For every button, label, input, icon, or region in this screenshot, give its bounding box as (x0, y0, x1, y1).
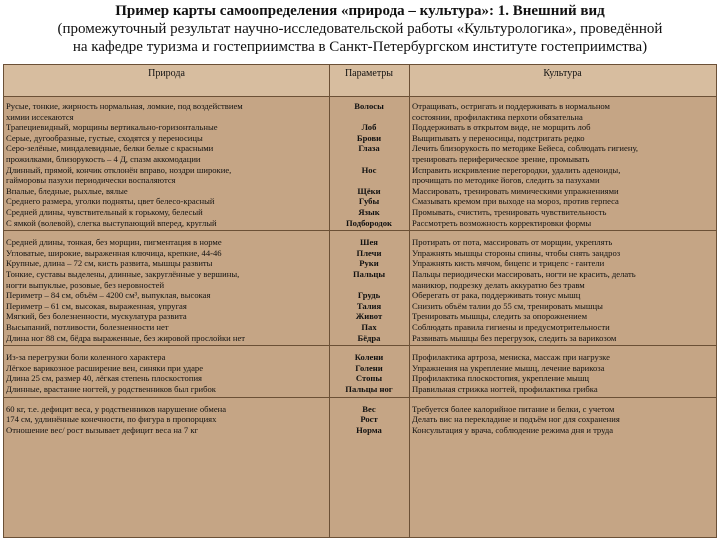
culture-cell (412, 425, 714, 436)
nature-cell (6, 363, 326, 374)
nature-text: Периметр – 61 см, высокая, выраженная, упругая (6, 300, 187, 311)
table-row (4, 414, 716, 425)
self-determination-table (3, 64, 717, 538)
table-row (4, 218, 716, 229)
culture-text: Смазывать кремом при выходе на мороз, против герпеса (412, 196, 619, 207)
table-row (4, 333, 716, 344)
table-header (4, 65, 716, 97)
culture-text: состоянии, профилактика перхоти обязательна (412, 111, 583, 122)
nature-text: гайморовы пазухи периодически воспаляются (6, 175, 176, 186)
culture-cell (412, 311, 714, 322)
nature-text: Средней длины, чувствительный к горькому, белесый (6, 207, 203, 217)
culture-text: Профилактика плоскостопия, укрепление мышц (412, 373, 590, 384)
culture-text: Упражнять мышцы стороны спины, чтобы снять зандроз (412, 247, 621, 258)
nature-text: прожилками, близорукость – 4 Д, спазм аккомодации (6, 153, 201, 164)
culture-cell (412, 352, 714, 363)
parameter-cell: Лоб (361, 122, 377, 133)
nature-text: Мягкий, без болезненности, мускулатура развита (6, 311, 187, 322)
parameter-cell: Волосы (354, 101, 384, 111)
nature-text: 174 см, удлинённые конечности, по фигура в пропорциях (6, 414, 217, 425)
culture-text: Рассмотреть возможность корректировки формы (412, 217, 592, 228)
culture-text: Массировать, тренировать мимическими упражнениями (412, 185, 619, 196)
table-row (4, 133, 716, 144)
culture-cell (412, 301, 714, 312)
parameter-cell: Плечи (356, 247, 382, 258)
table-row (4, 269, 716, 290)
nature-cell (6, 384, 326, 395)
parameter-cell: Норма (356, 424, 382, 435)
parameter-cell: Голени (355, 362, 383, 373)
nature-cell (6, 101, 326, 122)
nature-cell (6, 290, 326, 301)
nature-cell (6, 122, 326, 133)
nature-text: Впалые, бледные, рыхлые, вялые (6, 185, 128, 196)
nature-cell (6, 258, 326, 269)
table-row (4, 165, 716, 186)
nature-cell (6, 143, 326, 164)
nature-cell (6, 133, 326, 144)
culture-cell (412, 186, 714, 197)
culture-cell (412, 269, 714, 290)
culture-text: Промывать, счистить, тренировать чувствительность (412, 207, 607, 217)
nature-cell (6, 311, 326, 322)
culture-text: маникюр, подрезку делать аккуратно без травм (412, 279, 585, 290)
nature-text: Серые, дугообразные, густые, сходятся у переносицы (6, 132, 203, 143)
table-row (4, 186, 716, 197)
parameter-cell: Руки (359, 258, 379, 269)
table-row (4, 311, 716, 322)
nature-text: Угловатые, широкие, выраженная ключица, крепкие, 44-46 (6, 247, 222, 258)
culture-cell (412, 384, 714, 395)
table-row (4, 425, 716, 436)
nature-text: Из-за перегрузки боли коленного характера (6, 352, 166, 363)
culture-cell (412, 196, 714, 207)
group-divider (4, 230, 716, 231)
culture-text: Протирать от пота, массировать от морщин, укреплять (412, 237, 613, 248)
nature-cell (6, 218, 326, 229)
culture-text: Лечить близорукость по методике Бейеса, соблюдать гигиену, (412, 143, 639, 154)
culture-cell (412, 373, 714, 384)
nature-text: Русые, тонкие, жирность нормальная, ломкие, под воздействием (6, 101, 243, 111)
nature-text: Высыпаний, потливости, болезненности нет (6, 322, 169, 332)
culture-cell (412, 290, 714, 301)
culture-cell (412, 248, 714, 259)
parameter-cell: Шея (360, 237, 378, 248)
nature-cell (6, 196, 326, 207)
culture-cell (412, 218, 714, 229)
nature-text: химии иссекаются (6, 111, 74, 122)
culture-cell (412, 133, 714, 144)
culture-cell (412, 122, 714, 133)
nature-text: Длинный, прямой, кончик отклонён вправо, ноздри широкие, (6, 164, 232, 175)
nature-text: 60 кг, т.е. дефицит веса, у родственников нарушение обмена (6, 403, 227, 414)
nature-text: Длина 25 см, размер 40, лёгкая степень плоскостопия (6, 373, 202, 384)
table-row (4, 363, 716, 374)
nature-text: Длинные, врастание ногтей, у родственников был грибок (6, 384, 216, 394)
parameter-cell: Щёки (357, 185, 381, 196)
table-row (4, 143, 716, 164)
culture-cell (412, 404, 714, 415)
slide-title (0, 2, 720, 56)
nature-cell (6, 186, 326, 197)
parameter-cell: Глаза (358, 143, 380, 154)
table-row (4, 322, 716, 333)
parameter-cell: Язык (358, 207, 380, 217)
nature-text: ногти выпуклые, розовые, без неровностей (6, 279, 165, 290)
culture-text: Оберегать от рака, поддерживать тонус мышц (412, 290, 581, 301)
culture-text: Делать вис на перекладине и подъём ног для сохранения (412, 414, 620, 425)
culture-text: прочищать по методике йогов, следить за пазухами (412, 175, 600, 186)
culture-text: тренировать периферическое зрение, промывать (412, 153, 590, 164)
group-divider (4, 345, 716, 346)
culture-text: Консультация у врача, соблюдение режима дня и труда (412, 424, 614, 435)
nature-text: Среднего размера, уголки подняты, цвет белесо-красный (6, 196, 215, 207)
nature-cell (6, 269, 326, 290)
culture-cell (412, 101, 714, 122)
nature-cell (6, 165, 326, 186)
culture-text: Развивать мышцы без перегрузок, следить за варикозом (412, 332, 617, 343)
nature-text: Периметр – 84 см, объём – 4200 см³, выпуклая, высокая (6, 290, 211, 301)
culture-text: Требуется более калорийное питание и белки, с учетом (412, 403, 615, 414)
table-row (4, 384, 716, 395)
nature-cell (6, 237, 326, 248)
parameter-cell: Брови (356, 132, 382, 143)
nature-cell (6, 333, 326, 344)
header-params: Параметры (344, 68, 394, 79)
table-row (4, 258, 716, 269)
parameter-cell: Живот (355, 311, 383, 322)
culture-cell (412, 258, 714, 269)
header-nature: Природа (148, 68, 185, 79)
parameter-cell: Пальцы (352, 269, 386, 279)
parameter-cell: Грудь (357, 290, 381, 301)
culture-text: Правильная стрижка ногтей, профилактика грибка (412, 384, 598, 394)
parameter-cell: Вес (362, 403, 376, 414)
table-row (4, 290, 716, 301)
nature-cell (6, 207, 326, 218)
nature-cell (6, 425, 326, 436)
culture-text: Поддерживать в открытом виде, не морщить лоб (412, 122, 591, 133)
header-culture: Культура (543, 68, 582, 79)
nature-text: С ямкой (волевой), слегка выступающий вперед, круглый (6, 217, 217, 228)
parameter-cell: Губы (358, 196, 380, 207)
culture-text: Пальцы периодически массировать, ногти не красить, делать (412, 269, 636, 279)
culture-text: Снизить объём талии до 55 см, тренировать мышцы (412, 300, 603, 311)
culture-text: Профилактика артроза, мениска, массаж при нагрузке (412, 352, 610, 363)
title-line-3: на кафедре туризма и гостеприимства в Санкт-Петербургском институте гостеприимства) (72, 39, 648, 55)
nature-text: Длина ног 88 см, бёдра выраженные, без жировой прослойки нет (6, 332, 246, 343)
nature-text: Лёгкое варикозное расширение вен, синяки при ударе (6, 362, 204, 373)
culture-cell (412, 237, 714, 248)
parameter-cell: Пальцы ног (345, 384, 393, 394)
table-row (4, 122, 716, 133)
culture-text: Отращивать, остригать и поддерживать в нормальном (412, 101, 610, 111)
nature-text: Трапециевидный, морщины вертикально-горизонтальные (6, 122, 218, 133)
nature-cell (6, 404, 326, 415)
nature-cell (6, 248, 326, 259)
title-line-2: (промежуточный результат научно-исследовательской работы «Культурологика», проведённой (57, 21, 663, 37)
parameter-cell: Нос (361, 164, 377, 175)
culture-cell (412, 207, 714, 218)
table-row (4, 101, 716, 122)
parameter-cell: Подбородок (346, 217, 392, 228)
culture-text: Соблюдать правила гигиены и предусмотрительности (412, 322, 610, 332)
culture-cell (412, 333, 714, 344)
culture-cell (412, 165, 714, 186)
culture-cell (412, 143, 714, 164)
parameter-cell: Колени (354, 352, 384, 363)
nature-cell (6, 322, 326, 333)
culture-text: Упражнения на укрепление мышц, лечение варикоза (412, 362, 605, 373)
table-row (4, 373, 716, 384)
culture-text: Упражнять кисть мячом, бицепс и трицепс - гантели (412, 258, 605, 269)
table-row (4, 352, 716, 363)
nature-cell (6, 414, 326, 425)
title-line-1: Пример карты самоопределения «природа – культура»: 1. Внешний вид (115, 3, 605, 19)
parameter-cell: Пах (361, 322, 377, 332)
nature-text: Средней длины, тонкая, без морщин, пигментация в норме (6, 237, 222, 248)
parameter-cell: Рост (360, 414, 378, 425)
nature-text: Отношение вес/ рост вызывает дефицит веса на 7 кг (6, 424, 199, 435)
table-row (4, 404, 716, 415)
nature-text: Крупные, длина – 72 см, кисть развита, мышцы развиты (6, 258, 213, 269)
parameter-cell: Талия (356, 300, 382, 311)
table-row (4, 237, 716, 248)
nature-text: Тонкие, суставы выделены, длинные, закруглённые у вершины, (6, 269, 240, 279)
group-divider (4, 397, 716, 398)
table-row (4, 301, 716, 312)
nature-text: Серо-зелёные, миндалевидные, белки белые с красными (6, 143, 214, 154)
culture-cell (412, 322, 714, 333)
culture-cell (412, 414, 714, 425)
culture-text: Выщипывать у переносицы, подстригать редко (412, 132, 585, 143)
nature-cell (6, 301, 326, 312)
table-row (4, 248, 716, 259)
table-row (4, 196, 716, 207)
nature-cell (6, 352, 326, 363)
table-row (4, 207, 716, 218)
culture-cell (412, 363, 714, 374)
culture-text: Тренировать мышцы, следить за опорожнением (412, 311, 588, 322)
culture-text: Исправить искривление перегородки, удалить аденоиды, (412, 164, 621, 175)
parameter-cell: Бёдра (357, 332, 381, 343)
parameter-cell: Стопы (355, 373, 383, 384)
nature-cell (6, 373, 326, 384)
